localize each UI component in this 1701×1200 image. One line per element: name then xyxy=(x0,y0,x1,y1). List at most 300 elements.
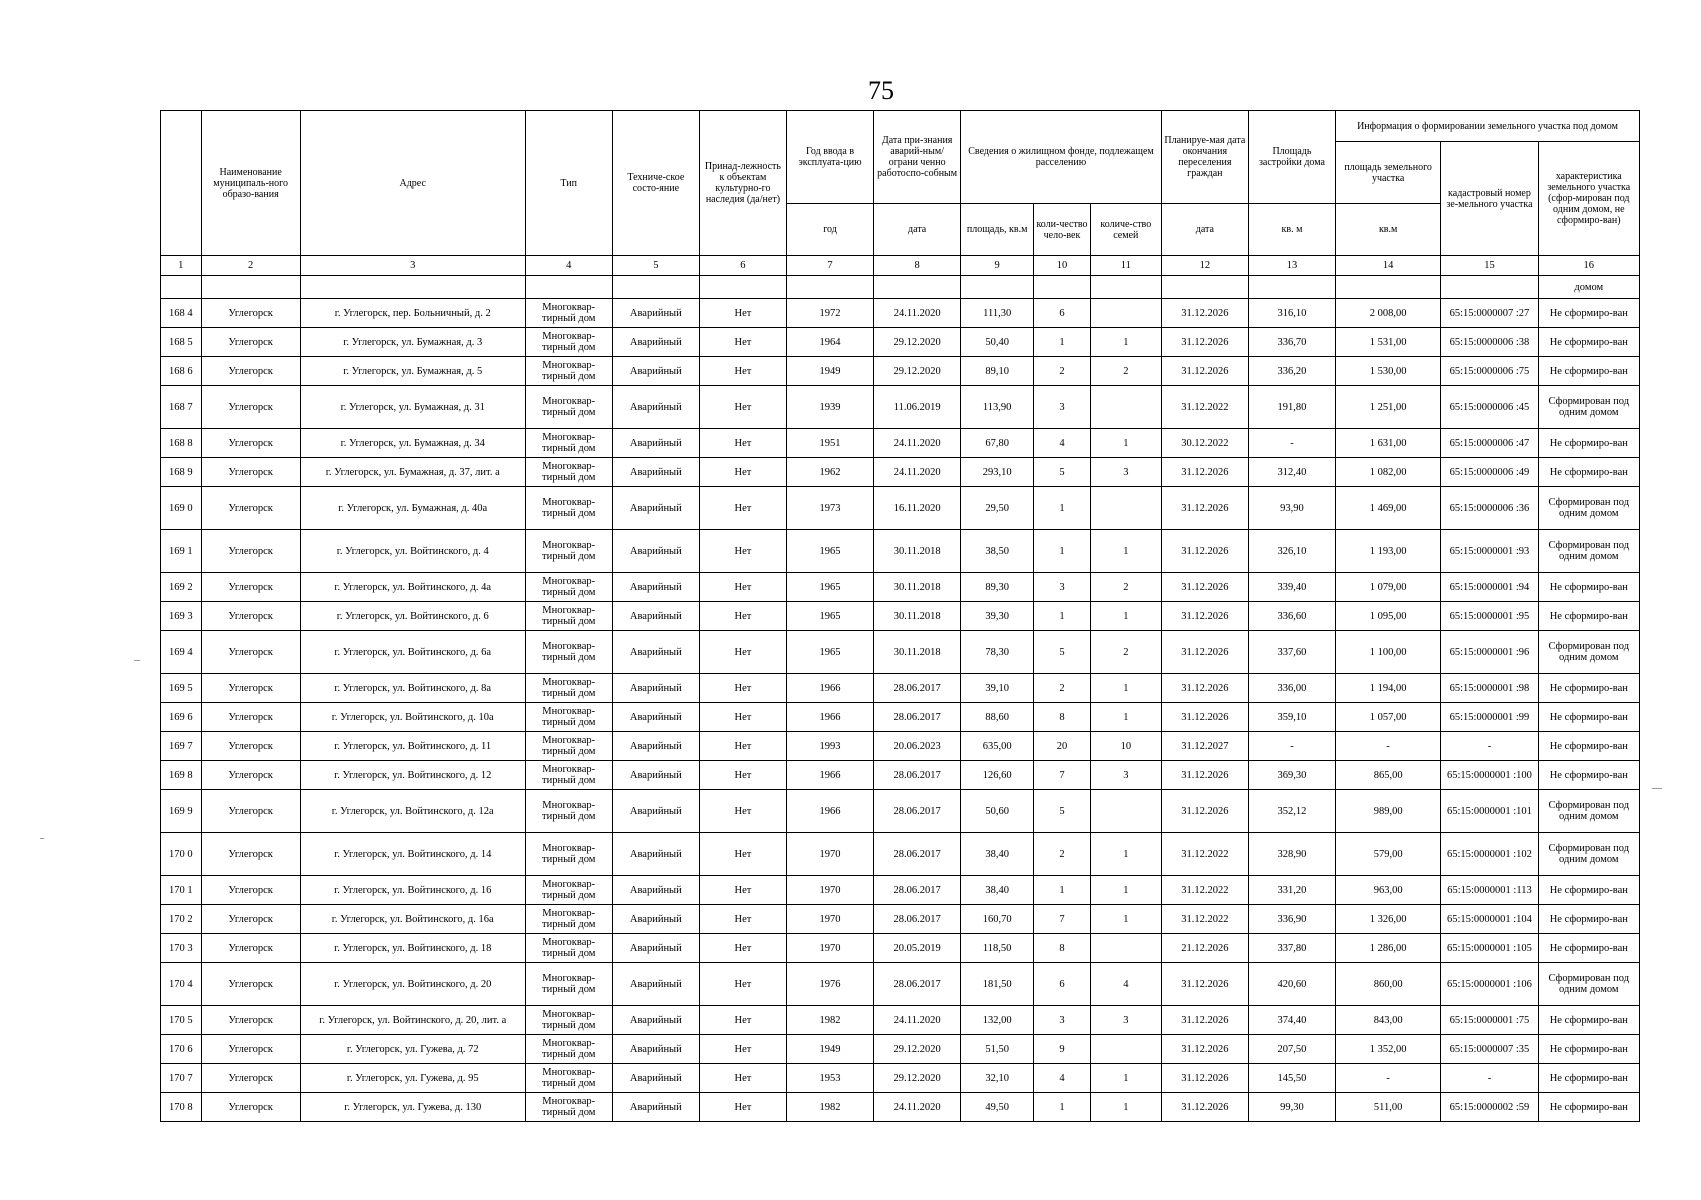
commission-year: 1939 xyxy=(786,386,873,429)
family-count: 2 xyxy=(1090,631,1161,674)
planned-date: 31.12.2026 xyxy=(1161,790,1248,833)
column-number: 4 xyxy=(525,256,612,276)
house-type: Многоквар-тирный дом xyxy=(525,905,612,934)
tech-state: Аварийный xyxy=(612,386,699,429)
row-number: 169 9 xyxy=(161,790,202,833)
house-type: Многоквар-тирный дом xyxy=(525,386,612,429)
heritage: Нет xyxy=(699,602,786,631)
cadastral-number: 65:15:0000001 :100 xyxy=(1441,761,1538,790)
column-number: 1 xyxy=(161,256,202,276)
land-characteristic: Не сформиро-ван xyxy=(1538,905,1639,934)
house-type: Многоквар-тирный дом xyxy=(525,530,612,573)
header-address: Адрес xyxy=(300,111,525,256)
tech-state: Аварийный xyxy=(612,732,699,761)
table-row xyxy=(161,487,1640,530)
people-count: 7 xyxy=(1034,761,1091,790)
resettle-area: 39,10 xyxy=(961,674,1034,703)
row-number: 170 0 xyxy=(161,833,202,876)
emergency-date: 29.12.2020 xyxy=(874,1035,961,1064)
land-characteristic: Сформирован под одним домом xyxy=(1538,386,1639,429)
address: г. Углегорск, ул. Войтинского, д. 10а xyxy=(300,703,525,732)
resettle-area: 50,60 xyxy=(961,790,1034,833)
municipality: Углегорск xyxy=(201,1093,300,1122)
emergency-date: 28.06.2017 xyxy=(874,674,961,703)
municipality: Углегорск xyxy=(201,631,300,674)
people-count: 7 xyxy=(1034,905,1091,934)
municipality: Углегорск xyxy=(201,934,300,963)
heritage: Нет xyxy=(699,631,786,674)
municipality: Углегорск xyxy=(201,530,300,573)
commission-year: 1970 xyxy=(786,934,873,963)
planned-date: 31.12.2026 xyxy=(1161,1064,1248,1093)
land-area: 1 057,00 xyxy=(1336,703,1441,732)
table-row xyxy=(161,703,1640,732)
address: г. Углегорск, ул. Гужева, д. 72 xyxy=(300,1035,525,1064)
family-count: 1 xyxy=(1090,1093,1161,1122)
planned-date: 31.12.2026 xyxy=(1161,963,1248,1006)
commission-year: 1949 xyxy=(786,1035,873,1064)
cadastral-number: 65:15:0000006 :47 xyxy=(1441,429,1538,458)
emergency-date: 16.11.2020 xyxy=(874,487,961,530)
building-area: 336,20 xyxy=(1248,357,1335,386)
row-number: 169 2 xyxy=(161,573,202,602)
resettle-area: 39,30 xyxy=(961,602,1034,631)
row-number: 170 6 xyxy=(161,1035,202,1064)
emergency-date: 28.06.2017 xyxy=(874,905,961,934)
cadastral-number: 65:15:0000001 :75 xyxy=(1441,1006,1538,1035)
house-type: Многоквар-тирный дом xyxy=(525,1093,612,1122)
land-area: - xyxy=(1336,1064,1441,1093)
municipality: Углегорск xyxy=(201,299,300,328)
commission-year: 1951 xyxy=(786,429,873,458)
land-characteristic: Не сформиро-ван xyxy=(1538,703,1639,732)
land-characteristic: Не сформиро-ван xyxy=(1538,761,1639,790)
emergency-date: 24.11.2020 xyxy=(874,299,961,328)
row-number: 169 1 xyxy=(161,530,202,573)
land-area: 860,00 xyxy=(1336,963,1441,1006)
house-type: Многоквар-тирный дом xyxy=(525,487,612,530)
heritage: Нет xyxy=(699,573,786,602)
tech-state: Аварийный xyxy=(612,790,699,833)
resettle-area: 38,40 xyxy=(961,833,1034,876)
land-area: 1 082,00 xyxy=(1336,458,1441,487)
family-count: 1 xyxy=(1090,833,1161,876)
land-characteristic: Не сформиро-ван xyxy=(1538,1093,1639,1122)
emergency-date: 20.06.2023 xyxy=(874,732,961,761)
land-characteristic: Сформирован под одним домом xyxy=(1538,833,1639,876)
tech-state: Аварийный xyxy=(612,703,699,732)
municipality: Углегорск xyxy=(201,458,300,487)
land-characteristic: Не сформиро-ван xyxy=(1538,1035,1639,1064)
land-area: 1 631,00 xyxy=(1336,429,1441,458)
planned-date: 31.12.2026 xyxy=(1161,357,1248,386)
cadastral-number: 65:15:0000001 :93 xyxy=(1441,530,1538,573)
municipality: Углегорск xyxy=(201,905,300,934)
land-area: 1 079,00 xyxy=(1336,573,1441,602)
table-row xyxy=(161,530,1640,573)
row-number: 169 4 xyxy=(161,631,202,674)
row-number: 170 7 xyxy=(161,1064,202,1093)
emergency-date: 11.06.2019 xyxy=(874,386,961,429)
people-count: 6 xyxy=(1034,299,1091,328)
table-row xyxy=(161,386,1640,429)
municipality: Углегорск xyxy=(201,386,300,429)
table-row xyxy=(161,674,1640,703)
house-type: Многоквар-тирный дом xyxy=(525,674,612,703)
building-area: 337,80 xyxy=(1248,934,1335,963)
heritage: Нет xyxy=(699,429,786,458)
land-area: 1 286,00 xyxy=(1336,934,1441,963)
tech-state: Аварийный xyxy=(612,963,699,1006)
address: г. Углегорск, ул. Войтинского, д. 16 xyxy=(300,876,525,905)
building-area: 326,10 xyxy=(1248,530,1335,573)
emergency-date: 24.11.2020 xyxy=(874,1006,961,1035)
family-count: 10 xyxy=(1090,732,1161,761)
people-count: 6 xyxy=(1034,963,1091,1006)
address: г. Углегорск, ул. Войтинского, д. 20, лит. а xyxy=(300,1006,525,1035)
house-type: Многоквар-тирный дом xyxy=(525,833,612,876)
resettle-area: 293,10 xyxy=(961,458,1034,487)
resettle-area: 78,30 xyxy=(961,631,1034,674)
tech-state: Аварийный xyxy=(612,299,699,328)
planned-date: 31.12.2026 xyxy=(1161,487,1248,530)
tech-state: Аварийный xyxy=(612,458,699,487)
planned-date: 31.12.2026 xyxy=(1161,458,1248,487)
land-characteristic: Не сформиро-ван xyxy=(1538,934,1639,963)
house-type: Многоквар-тирный дом xyxy=(525,602,612,631)
family-count xyxy=(1090,1035,1161,1064)
house-type: Многоквар-тирный дом xyxy=(525,732,612,761)
land-characteristic: Не сформиро-ван xyxy=(1538,458,1639,487)
scan-mark xyxy=(134,660,140,661)
planned-date: 31.12.2026 xyxy=(1161,573,1248,602)
house-type: Многоквар-тирный дом xyxy=(525,790,612,833)
tech-state: Аварийный xyxy=(612,328,699,357)
house-type: Многоквар-тирный дом xyxy=(525,963,612,1006)
land-area: 1 100,00 xyxy=(1336,631,1441,674)
municipality: Углегорск xyxy=(201,1035,300,1064)
resettle-area: 132,00 xyxy=(961,1006,1034,1035)
land-characteristic: Не сформиро-ван xyxy=(1538,1006,1639,1035)
column-number: 11 xyxy=(1090,256,1161,276)
address: г. Углегорск, ул. Войтинского, д. 6 xyxy=(300,602,525,631)
people-count: 5 xyxy=(1034,790,1091,833)
planned-date: 31.12.2026 xyxy=(1161,1006,1248,1035)
land-characteristic: Не сформиро-ван xyxy=(1538,674,1639,703)
table-row xyxy=(161,573,1640,602)
row-number: 170 4 xyxy=(161,963,202,1006)
cadastral-number: 65:15:0000001 :105 xyxy=(1441,934,1538,963)
resettle-area: 29,50 xyxy=(961,487,1034,530)
cadastral-number: 65:15:0000001 :113 xyxy=(1441,876,1538,905)
header-land-info: Информация о формировании земельного участка под домом xyxy=(1336,111,1640,142)
unit-people: коли-чество чело-век xyxy=(1034,204,1091,256)
table-row xyxy=(161,458,1640,487)
table-row xyxy=(161,833,1640,876)
emergency-date: 29.12.2020 xyxy=(874,1064,961,1093)
column-number: 3 xyxy=(300,256,525,276)
building-area: 99,30 xyxy=(1248,1093,1335,1122)
land-area: 1 352,00 xyxy=(1336,1035,1441,1064)
land-characteristic: Не сформиро-ван xyxy=(1538,1064,1639,1093)
spacer-row xyxy=(161,276,1640,299)
cadastral-number: 65:15:0000001 :106 xyxy=(1441,963,1538,1006)
land-area: 1 095,00 xyxy=(1336,602,1441,631)
people-count: 4 xyxy=(1034,429,1091,458)
resettle-area: 89,10 xyxy=(961,357,1034,386)
cadastral-number: - xyxy=(1441,732,1538,761)
cadastral-number: 65:15:0000001 :99 xyxy=(1441,703,1538,732)
house-type: Многоквар-тирный дом xyxy=(525,934,612,963)
table-row xyxy=(161,963,1640,1006)
building-area: 336,70 xyxy=(1248,328,1335,357)
house-type: Многоквар-тирный дом xyxy=(525,761,612,790)
planned-date: 30.12.2022 xyxy=(1161,429,1248,458)
tech-state: Аварийный xyxy=(612,761,699,790)
header-heritage: Принад-лежность к объектам культурно-го наследия (да/нет) xyxy=(699,111,786,256)
commission-year: 1982 xyxy=(786,1006,873,1035)
planned-date: 31.12.2022 xyxy=(1161,386,1248,429)
table-row xyxy=(161,631,1640,674)
heritage: Нет xyxy=(699,790,786,833)
heritage: Нет xyxy=(699,934,786,963)
address: г. Углегорск, ул. Войтинского, д. 8а xyxy=(300,674,525,703)
row-number: 170 1 xyxy=(161,876,202,905)
heritage: Нет xyxy=(699,674,786,703)
land-characteristic: Не сформиро-ван xyxy=(1538,573,1639,602)
planned-date: 31.12.2026 xyxy=(1161,703,1248,732)
people-count: 1 xyxy=(1034,328,1091,357)
tech-state: Аварийный xyxy=(612,631,699,674)
planned-date: 31.12.2026 xyxy=(1161,328,1248,357)
address: г. Углегорск, ул. Войтинского, д. 16а xyxy=(300,905,525,934)
commission-year: 1965 xyxy=(786,530,873,573)
heritage: Нет xyxy=(699,703,786,732)
address: г. Углегорск, ул. Войтинского, д. 11 xyxy=(300,732,525,761)
commission-year: 1966 xyxy=(786,703,873,732)
resettle-area: 50,40 xyxy=(961,328,1034,357)
emergency-date: 28.06.2017 xyxy=(874,833,961,876)
cadastral-number: 65:15:0000001 :95 xyxy=(1441,602,1538,631)
heritage: Нет xyxy=(699,1093,786,1122)
heritage: Нет xyxy=(699,386,786,429)
commission-year: 1965 xyxy=(786,573,873,602)
family-count xyxy=(1090,487,1161,530)
table-row xyxy=(161,790,1640,833)
building-area: 207,50 xyxy=(1248,1035,1335,1064)
row-number: 169 6 xyxy=(161,703,202,732)
land-characteristic: Не сформиро-ван xyxy=(1538,299,1639,328)
family-count: 3 xyxy=(1090,458,1161,487)
tech-state: Аварийный xyxy=(612,1064,699,1093)
commission-year: 1970 xyxy=(786,833,873,876)
table-row xyxy=(161,1035,1640,1064)
tech-state: Аварийный xyxy=(612,1093,699,1122)
building-area: 420,60 xyxy=(1248,963,1335,1006)
people-count: 1 xyxy=(1034,487,1091,530)
table-row xyxy=(161,299,1640,328)
land-area: - xyxy=(1336,732,1441,761)
planned-date: 31.12.2022 xyxy=(1161,905,1248,934)
family-count xyxy=(1090,386,1161,429)
land-characteristic: Не сформиро-ван xyxy=(1538,602,1639,631)
municipality: Углегорск xyxy=(201,790,300,833)
building-area: 331,20 xyxy=(1248,876,1335,905)
family-count: 4 xyxy=(1090,963,1161,1006)
people-count: 4 xyxy=(1034,1064,1091,1093)
commission-year: 1993 xyxy=(786,732,873,761)
house-type: Многоквар-тирный дом xyxy=(525,1006,612,1035)
table-row xyxy=(161,905,1640,934)
table-row xyxy=(161,761,1640,790)
table-row xyxy=(161,328,1640,357)
resettle-area: 113,90 xyxy=(961,386,1034,429)
tech-state: Аварийный xyxy=(612,573,699,602)
heritage: Нет xyxy=(699,299,786,328)
tech-state: Аварийный xyxy=(612,876,699,905)
address: г. Углегорск, ул. Бумажная, д. 3 xyxy=(300,328,525,357)
unit-area: площадь, кв.м xyxy=(961,204,1034,256)
commission-year: 1949 xyxy=(786,357,873,386)
land-area: 865,00 xyxy=(1336,761,1441,790)
municipality: Углегорск xyxy=(201,674,300,703)
emergency-date: 28.06.2017 xyxy=(874,876,961,905)
family-count: 1 xyxy=(1090,905,1161,934)
emergency-date: 29.12.2020 xyxy=(874,357,961,386)
address: г. Углегорск, ул. Бумажная, д. 34 xyxy=(300,429,525,458)
header-municipality: Наименование муниципаль-ного образо-вания xyxy=(201,111,300,256)
land-characteristic: Не сформиро-ван xyxy=(1538,357,1639,386)
cadastral-number: 65:15:0000006 :38 xyxy=(1441,328,1538,357)
row-number: 169 8 xyxy=(161,761,202,790)
commission-year: 1973 xyxy=(786,487,873,530)
land-area: 1 193,00 xyxy=(1336,530,1441,573)
row-number: 168 5 xyxy=(161,328,202,357)
heritage: Нет xyxy=(699,458,786,487)
commission-year: 1962 xyxy=(786,458,873,487)
heritage: Нет xyxy=(699,963,786,1006)
planned-date: 31.12.2027 xyxy=(1161,732,1248,761)
emergency-date: 30.11.2018 xyxy=(874,573,961,602)
commission-year: 1964 xyxy=(786,328,873,357)
address: г. Углегорск, ул. Бумажная, д. 5 xyxy=(300,357,525,386)
address: г. Углегорск, ул. Войтинского, д. 12а xyxy=(300,790,525,833)
address: г. Углегорск, ул. Войтинского, д. 14 xyxy=(300,833,525,876)
table-row xyxy=(161,732,1640,761)
heritage: Нет xyxy=(699,761,786,790)
emergency-date: 28.06.2017 xyxy=(874,761,961,790)
people-count: 1 xyxy=(1034,530,1091,573)
cadastral-number: - xyxy=(1441,1064,1538,1093)
land-characteristic: Не сформиро-ван xyxy=(1538,876,1639,905)
header-housing-fund: Сведения о жилищном фонде, подлежащем расселению xyxy=(961,111,1162,204)
cadastral-number: 65:15:0000006 :75 xyxy=(1441,357,1538,386)
land-area: 1 530,00 xyxy=(1336,357,1441,386)
column-number: 7 xyxy=(786,256,873,276)
column-number: 5 xyxy=(612,256,699,276)
commission-year: 1953 xyxy=(786,1064,873,1093)
planned-date: 31.12.2026 xyxy=(1161,530,1248,573)
people-count: 2 xyxy=(1034,833,1091,876)
heritage: Нет xyxy=(699,876,786,905)
row-number: 168 6 xyxy=(161,357,202,386)
tech-state: Аварийный xyxy=(612,833,699,876)
spacer-cell-text: домом xyxy=(1538,276,1639,299)
land-characteristic: Сформирован под одним домом xyxy=(1538,631,1639,674)
unit-date: дата xyxy=(874,204,961,256)
people-count: 3 xyxy=(1034,1006,1091,1035)
building-area: 93,90 xyxy=(1248,487,1335,530)
cadastral-number: 65:15:0000001 :94 xyxy=(1441,573,1538,602)
row-number: 170 3 xyxy=(161,934,202,963)
unit-sqm: кв. м xyxy=(1248,204,1335,256)
scan-mark xyxy=(1652,788,1662,789)
row-number: 169 0 xyxy=(161,487,202,530)
heritage: Нет xyxy=(699,1064,786,1093)
heritage: Нет xyxy=(699,357,786,386)
emergency-date: 20.05.2019 xyxy=(874,934,961,963)
municipality: Углегорск xyxy=(201,1006,300,1035)
planned-date: 31.12.2026 xyxy=(1161,761,1248,790)
family-count xyxy=(1090,934,1161,963)
building-area: 359,10 xyxy=(1248,703,1335,732)
municipality: Углегорск xyxy=(201,573,300,602)
column-number: 13 xyxy=(1248,256,1335,276)
column-number: 8 xyxy=(874,256,961,276)
column-number: 14 xyxy=(1336,256,1441,276)
table-row xyxy=(161,429,1640,458)
resettle-area: 89,30 xyxy=(961,573,1034,602)
people-count: 9 xyxy=(1034,1035,1091,1064)
row-number: 168 4 xyxy=(161,299,202,328)
resettle-area: 38,50 xyxy=(961,530,1034,573)
cadastral-number: 65:15:0000001 :101 xyxy=(1441,790,1538,833)
heritage: Нет xyxy=(699,487,786,530)
address: г. Углегорск, ул. Бумажная, д. 40а xyxy=(300,487,525,530)
address: г. Углегорск, ул. Войтинского, д. 6а xyxy=(300,631,525,674)
header-col-1 xyxy=(161,111,202,256)
tech-state: Аварийный xyxy=(612,905,699,934)
municipality: Углегорск xyxy=(201,602,300,631)
resettle-area: 181,50 xyxy=(961,963,1034,1006)
people-count: 1 xyxy=(1034,602,1091,631)
commission-year: 1970 xyxy=(786,905,873,934)
heritage: Нет xyxy=(699,732,786,761)
house-type: Многоквар-тирный дом xyxy=(525,458,612,487)
people-count: 1 xyxy=(1034,876,1091,905)
header-tech-state: Техниче-ское состо-яние xyxy=(612,111,699,256)
header-building-area: Площадь застройки дома xyxy=(1248,111,1335,204)
heritage: Нет xyxy=(699,1035,786,1064)
header-emergency-date: Дата при-знания аварий-ным/ограни ченно работоспо-собным xyxy=(874,111,961,204)
tech-state: Аварийный xyxy=(612,674,699,703)
resettle-area: 160,70 xyxy=(961,905,1034,934)
emergency-date: 24.11.2020 xyxy=(874,1093,961,1122)
house-type: Многоквар-тирный дом xyxy=(525,631,612,674)
resettle-area: 111,30 xyxy=(961,299,1034,328)
table-row xyxy=(161,602,1640,631)
heritage: Нет xyxy=(699,530,786,573)
column-number: 16 xyxy=(1538,256,1639,276)
row-number: 168 8 xyxy=(161,429,202,458)
building-area: 336,00 xyxy=(1248,674,1335,703)
emergency-date: 30.11.2018 xyxy=(874,602,961,631)
cadastral-number: 65:15:0000001 :96 xyxy=(1441,631,1538,674)
commission-year: 1972 xyxy=(786,299,873,328)
family-count: 1 xyxy=(1090,1064,1161,1093)
family-count: 3 xyxy=(1090,1006,1161,1035)
municipality: Углегорск xyxy=(201,357,300,386)
